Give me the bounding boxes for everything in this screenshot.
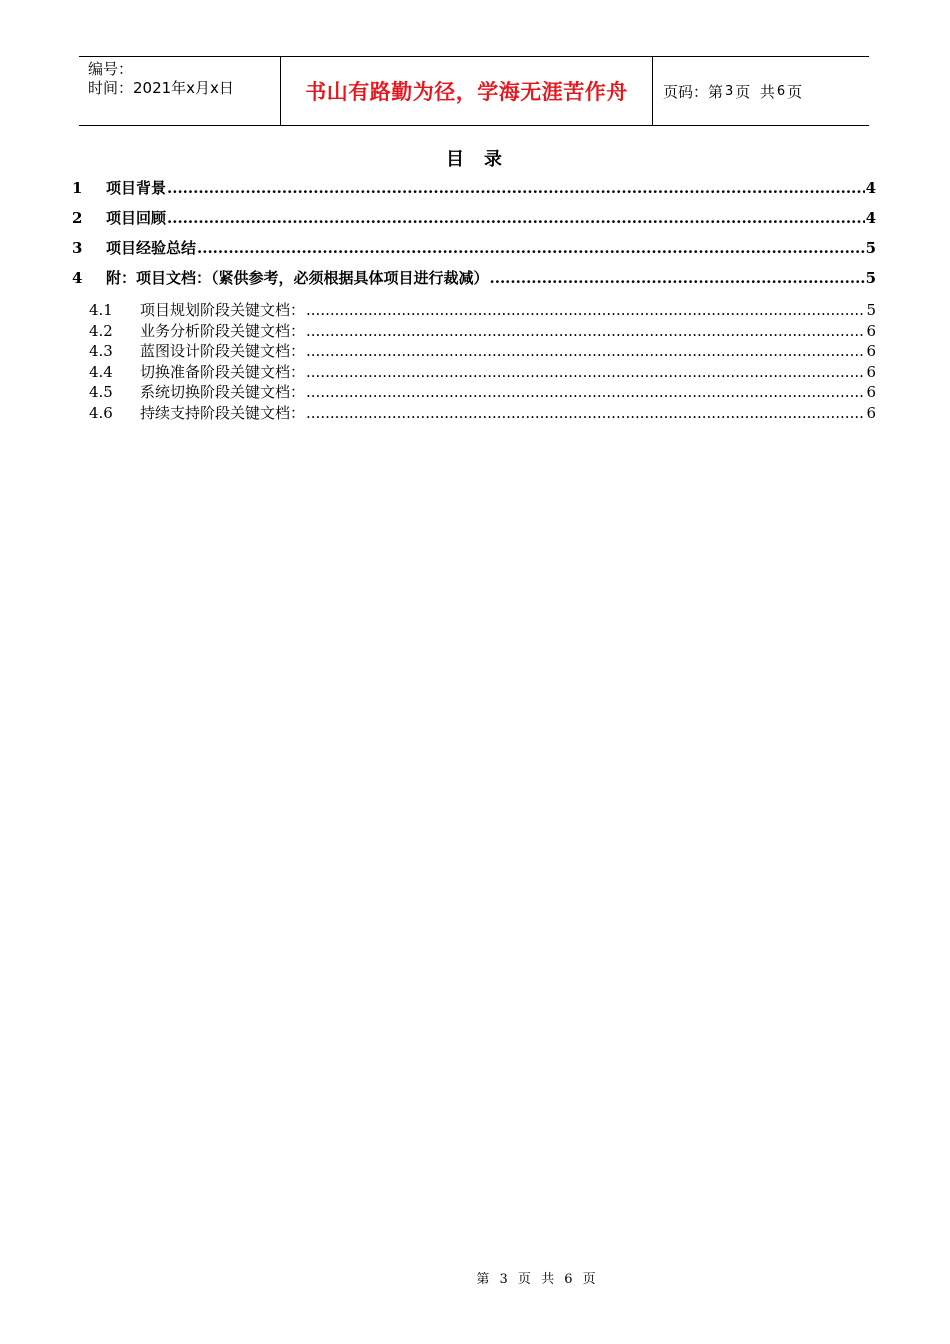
toc-leader	[306, 362, 865, 382]
toc-subentry[interactable]	[72, 341, 876, 362]
toc-entry-page: 4	[865, 209, 876, 227]
footer-word: 页	[582, 1272, 596, 1287]
header-meta	[79, 57, 280, 125]
toc-subentry-number: 4.4	[89, 362, 113, 381]
toc-subentry[interactable]	[72, 321, 876, 342]
toc-leader	[306, 382, 865, 402]
toc-subentry-number: 4.2	[89, 321, 113, 340]
footer-word: 第	[476, 1272, 490, 1287]
toc-leader	[306, 321, 865, 341]
toc-entry-number: 4	[72, 269, 83, 287]
toc-subentry-page: 6	[866, 403, 876, 422]
header-motto: 书山有路勤为径，学海无涯苦作舟	[280, 57, 653, 125]
page-prefix: 页码：第	[663, 82, 724, 101]
toc-leader	[490, 266, 865, 290]
document-date: 时间：2021年x月x日	[88, 79, 234, 97]
toc-entry[interactable]	[72, 236, 876, 266]
page-footer	[0, 1268, 950, 1287]
toc-title-right: 录	[484, 149, 504, 170]
page-mid: 页 共	[735, 82, 775, 101]
toc-subentry-page: 6	[866, 362, 876, 381]
toc-subentry[interactable]	[72, 382, 876, 403]
page-total: 6	[776, 83, 786, 99]
toc-entry-number: 2	[72, 209, 83, 227]
page-header	[79, 56, 869, 126]
page-current: 3	[725, 83, 734, 99]
header-page-info	[653, 57, 869, 125]
toc-entry[interactable]	[72, 266, 876, 296]
document-number-label: 编号：	[88, 60, 134, 78]
toc-subentry-page: 6	[866, 342, 876, 360]
toc-subentry-number: 4.5	[89, 383, 113, 401]
toc-subentry[interactable]	[72, 300, 876, 321]
toc-leader	[167, 206, 865, 230]
toc-subentry-number: 4.6	[89, 403, 113, 422]
footer-word: 页	[517, 1272, 531, 1287]
toc-entry-number: 3	[72, 239, 83, 257]
toc-subentry-text: 系统切换阶段关键文档：	[140, 383, 306, 401]
toc-entry-text: 项目回顾	[106, 209, 167, 227]
toc-subentry-number: 4.3	[89, 342, 113, 360]
table-of-contents	[72, 176, 876, 423]
toc-subentry-number: 4.1	[89, 301, 113, 319]
toc-entry[interactable]	[72, 176, 876, 206]
toc-leader	[306, 341, 865, 361]
toc-entry-page: 5	[865, 239, 876, 257]
toc-leader	[167, 176, 865, 200]
toc-leader	[197, 236, 865, 260]
toc-subentry-page: 6	[866, 321, 876, 340]
toc-entry-number: 1	[72, 179, 83, 197]
toc-subentry-text: 持续支持阶段关键文档：	[140, 403, 306, 422]
toc-subentry-text: 业务分析阶段关键文档：	[140, 321, 306, 340]
toc-leader	[306, 300, 865, 320]
toc-subentry-text: 项目规划阶段关键文档：	[140, 301, 306, 319]
toc-entry[interactable]	[72, 206, 876, 236]
toc-entry-page: 5	[865, 269, 876, 287]
page-suffix: 页	[787, 82, 803, 101]
toc-entry-page: 4	[865, 179, 876, 197]
toc-subentry[interactable]	[72, 403, 876, 424]
toc-leader	[306, 403, 865, 423]
toc-entry-text: 项目经验总结	[106, 239, 197, 257]
toc-subentry-page: 5	[866, 301, 876, 319]
footer-word: 共	[541, 1272, 555, 1287]
footer-total-pages: 6	[564, 1272, 573, 1287]
toc-subentry-text: 蓝图设计阶段关键文档：	[140, 342, 306, 360]
toc-title	[0, 145, 950, 171]
toc-subentry[interactable]	[72, 362, 876, 383]
toc-entry-text: 项目背景	[106, 179, 167, 197]
toc-entry-text: 附：项目文档：（紧供参考，必须根据具体项目进行裁减）	[106, 269, 489, 287]
toc-subentry-page: 6	[866, 383, 876, 401]
toc-title-left: 目	[446, 149, 466, 170]
toc-subentry-text: 切换准备阶段关键文档：	[140, 362, 306, 381]
footer-current-page: 3	[499, 1272, 508, 1287]
